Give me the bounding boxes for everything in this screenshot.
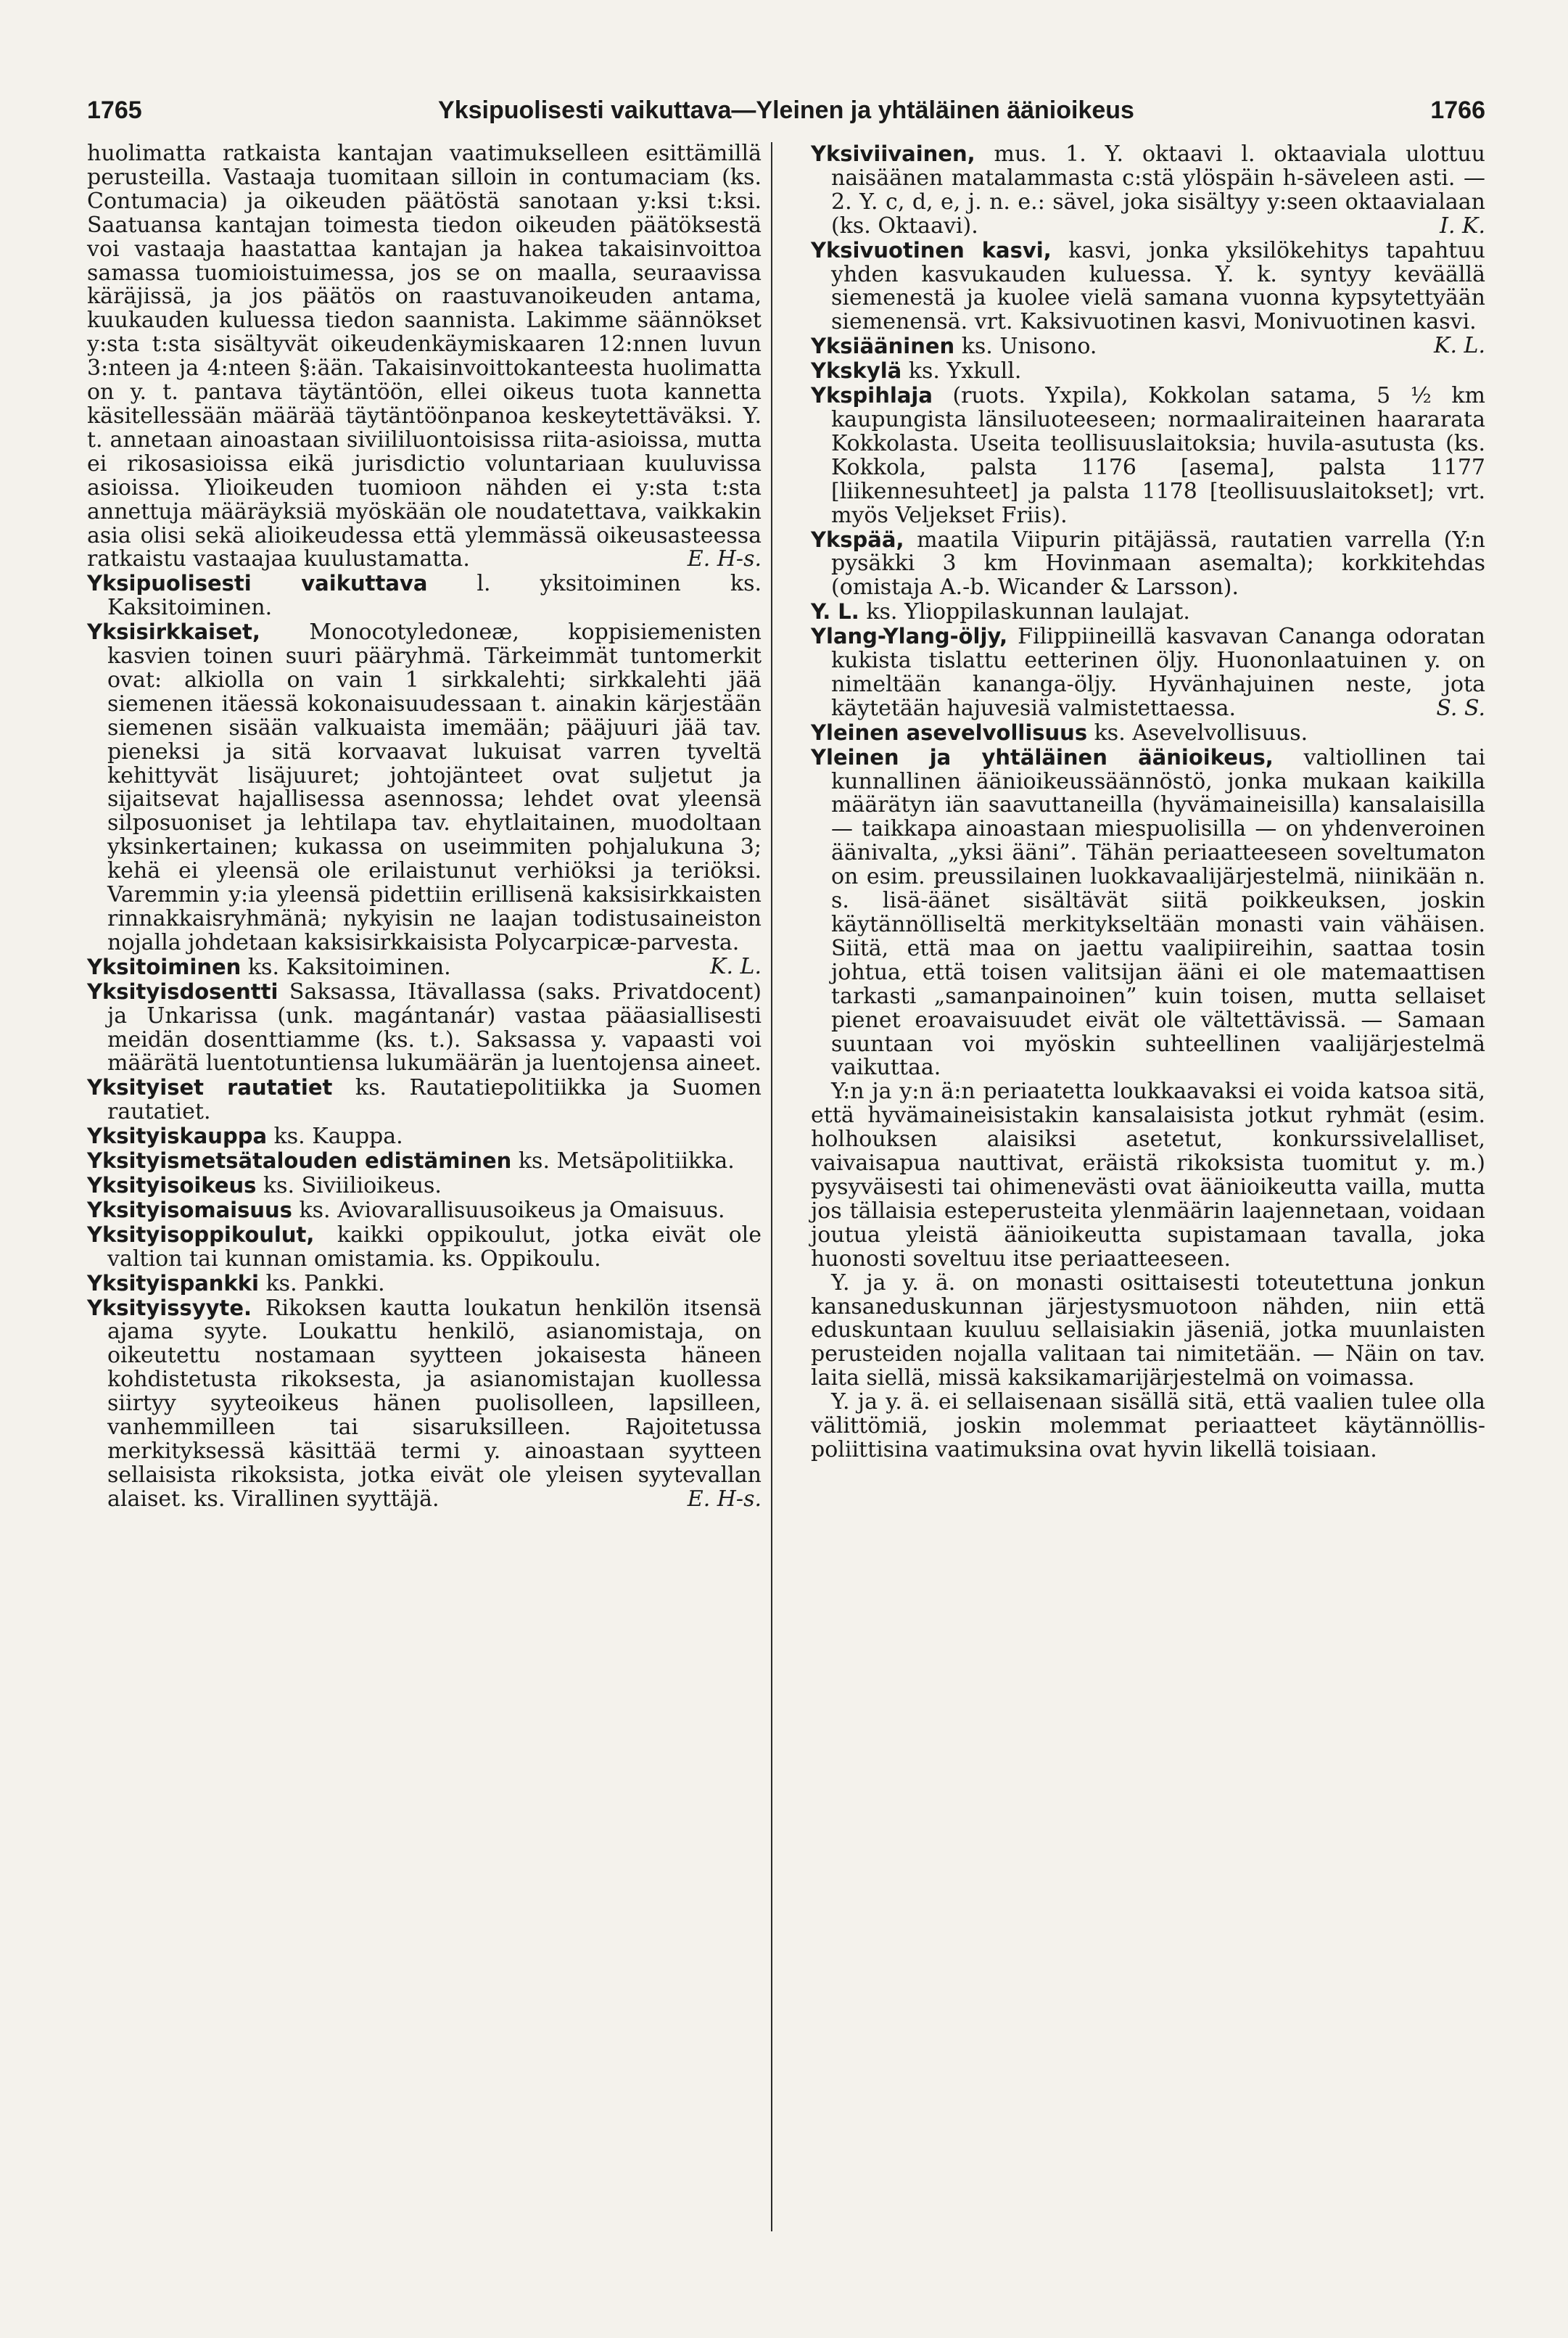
entry-paragraph: Y. ja y. ä. ei sellaisenaan sisällä sitä, että vaalien tulee olla välittömiä, joskin molemmat periaatteet käytännöllis-poliittisina vaatimuksina ovat hyvin likellä toisiaan. xyxy=(811,1389,1485,1462)
entry-headword: Yksityiskauppa xyxy=(87,1124,268,1149)
entry-headword: Yksityispankki xyxy=(87,1270,259,1296)
running-title: Yksipuolisesti vaikuttava—Yleinen ja yhtäläinen äänioikeus xyxy=(438,96,1134,124)
entry-paragraph: Y:n ja y:n ä:n periaatetta loukkaavaksi ei voida katsoa sitä, että hyvämaineisistakin kansalaisista jotkut ryhmät (esim. holhouksen alaisiksi asetetut, konkurssivelalliset, vaivaisapua nauttivat, eräistä rikoksista tuomitut y. m.) pysyväisesti tai ohimenevästi ovat äänioikeutta vailla, mutta jos tällaisia esteperusteita ylenmäärin laajennetaan, voidaan joutua yleistä äänioikeutta supistamaan tavalla, joka huonosti soveltuu itse periaatteeseen. xyxy=(811,1079,1485,1272)
author-signature: I. K. xyxy=(1440,213,1485,239)
entry-text: ks. Ylioppilaskunnan laulajat. xyxy=(859,599,1190,625)
dictionary-entry xyxy=(811,746,1485,1081)
entry-text: kaikki oppikoulut, jotka eivät ole valtion tai kunnan omistamia. ks. Oppikoulu. xyxy=(107,1222,762,1272)
entry-headword: Yksisirkkaiset, xyxy=(87,620,260,645)
dictionary-entry xyxy=(811,334,1485,359)
entry-text: valtiollinen tai kunnallinen äänioikeussäännöstö, jonka mukaan kaikilla määrätyn iän saavuttaneilla (hyvämaineisilla) kansalaisilla — taikkapa ainoastaan miespuolisilla — on yhdenveroinen äänivalta, „yksi ääni”. Tähän periaatteeseen soveltumaton on esim. preussilainen luokkavaalijärjestelmä, niinikään n. s. lisä-äänet sisältävät siitä poikkeuksen, joskin käytännölliseltä merkitykseltään monasti vain vähäisen. Siitä, että maa on jaettu vaalipiireihin, saattaa tosin johtua, että toisen valitsijan ääni ei ole matemaattisen tarkasti „samanpainoinen” kuin toisen, mutta sellaiset pienet eroavaisuudet eivät ole vältettävissä. — Samaan suuntaan voi myöskin suhteellinen vaalijärjestelmä vaikuttaa. xyxy=(831,744,1485,1081)
entry-text: ks. Aviovarallisuusoikeus ja Omaisuus. xyxy=(292,1197,725,1223)
entry-text: l. yksitoiminen ks. Kaksitoiminen. xyxy=(107,571,762,621)
entry-headword: Yksityisoppikoulut, xyxy=(87,1222,315,1247)
entry-headword: Yksitoiminen xyxy=(87,954,242,979)
entry-headword: Ylang-Ylang-öljy, xyxy=(811,624,1008,649)
entry-text: (ruots. Yxpila), Kokkolan satama, 5 ½ km kaupungista länsiluoteeseen; normaaliraiteinen haararata Kokkolasta. Useita teollisuuslaitoksia; huvila-asutusta (ks. Kokkola, palsta 1176 [asema], palsta 1177 [liikennesuhteet] ja palsta 1178 [teollisuuslaitokset]; vrt. myös Veljekset Friis). xyxy=(831,383,1485,528)
dictionary-entry xyxy=(87,980,762,1077)
dictionary-entry xyxy=(811,600,1485,625)
author-signature: K. L. xyxy=(710,953,762,979)
author-signature: E. H-s. xyxy=(687,1486,762,1512)
entry-headword: Yksityisdosentti xyxy=(87,979,278,1004)
page-number-left: 1765 xyxy=(87,96,142,124)
entry-paragraph: Y. ja y. ä. on monasti osittaisesti toteutettuna jonkun kansaneduskunnan järjestysmuotoon nähden, niin että eduskuntaan kuuluu sellaisiakin jäseniä, jotka muunlaisten perusteiden nojalla valitaan tai nimitetään. — Näin on tav. laita siellä, missä kaksikamarijärjestelmä on voimassa. xyxy=(811,1269,1485,1391)
entry-headword: Yksityismetsätalouden edistäminen xyxy=(87,1148,512,1174)
dictionary-entry xyxy=(87,1124,762,1149)
dictionary-entry xyxy=(811,142,1485,239)
dictionary-entry xyxy=(87,1174,762,1198)
entry-text: ks. Rautatiepolitiikka ja Suomen rautatiet. xyxy=(107,1075,762,1125)
entry-headword: Yksipuolisesti vaikuttava xyxy=(87,571,428,596)
dictionary-entry xyxy=(87,1223,762,1272)
entry-text: ks. Metsäpolitiikka. xyxy=(511,1148,735,1174)
entry-text: ks. Unisono. xyxy=(954,334,1097,360)
entry-headword: Yleinen ja yhtäläinen äänioikeus, xyxy=(811,744,1274,770)
entry-headword: Yleinen asevelvollisuus xyxy=(811,720,1088,745)
entry-headword: Yksityissyyte. xyxy=(87,1295,252,1320)
author-signature: E. H-s. xyxy=(687,546,762,572)
entry-headword: Yksityiset rautatiet xyxy=(87,1075,333,1100)
entry-text: Monocotyledoneæ, koppisiemenisten kasvien toinen suuri pääryhmä. Tärkeimmät tuntomerkit ovat: alkiolla on vain 1 sirkkalehti; sirkkalehti jää siemenen itäessä kokonaisuudessaan t. ainakin kärjestään siemenen sisään valkuaista imemään; pääjuuri jää tav. pieneksi ja sitä korvaavat lukuisat varren tyveltä kehittyvät lisäjuuret; johtojänteet ovat suljetut ja sijaitsevat hajallisessa asennossa; lehdet ovat yleensä silposuoniset ja lehtilapa tav. ehytlaitainen, muodoltaan yksinkertainen; kukassa on useimmiten pohjalukuna 3; kehä ei yleensä ole erilaistunut verhiöksi ja teriöksi. Varemmin y:ia yleensä pidettiin erillisenä kaksisirkkaisten rinnakkaisryhmänä; nykyisin ne laajan todistusaineiston nojalla johdetaan kaksisirkkaisista Polycarpicæ-parvesta. xyxy=(107,620,762,955)
page-header xyxy=(87,93,1485,128)
entry-headword: Yksiviivainen, xyxy=(811,141,975,166)
entry-headword: Y. L. xyxy=(811,599,859,625)
entry-text: ks. Yxkull. xyxy=(901,358,1022,384)
entry-text: mus. 1. Y. oktaavi l. oktaaviala ulottuu naisäänen matalammasta c:stä ylöspäin h-säveleen asti. — 2. Y. c, d, e, j. n. e.: sävel, joka sisältyy y:seen oktaavialaan (ks. Oktaavi). xyxy=(831,141,1485,239)
dictionary-entry xyxy=(87,1272,762,1296)
continued-entry xyxy=(87,142,762,572)
entry-text: ks. Kauppa. xyxy=(267,1124,403,1150)
entry-headword: Yksityisomaisuus xyxy=(87,1197,292,1222)
dictionary-entry xyxy=(811,384,1485,527)
dictionary-entry xyxy=(811,721,1485,746)
entry-text: maatila Viipurin pitäjässä, rautatien varrella (Y:n pysäkki 3 km Hovinmaan asemalta); korkkitehdas (omistaja A.-b. Wicander & Larsson). xyxy=(831,527,1485,601)
left-column xyxy=(87,142,762,1512)
column-divider xyxy=(771,142,772,2231)
right-column xyxy=(811,142,1485,1462)
entry-text: huolimatta ratkaista kantajan vaatimukselleen esittämillä perusteilla. Vastaaja tuomitaan silloin in contumaciam (ks. Contumacia) ja oikeuden päätöstä sanotaan y:ksi t:ksi. Saatuansa kantajan toimesta tiedon oikeuden päätöksestä voi vastaaja haastattaa kantajan ja hakea takaisinvoittoa samassa tuomioistuimessa, jos se on maalla, seuraavissa käräjissä, ja jos päätös on raastuvanoikeuden antama, kuukauden kuluessa tiedon saannista. Lakimme säännökset y:sta t:sta sisältyvät oikeudenkäymiskaaren 12:nnen luvun 3:nteen ja 4:nteen §:ään. Takaisinvoittokanteesta huolimatta on y. t. pantava täytäntöön, ellei oikeus tuota kannetta käsitellessään määrää täytäntöönpanoa keskeytettäväksi. Y. t. annetaan ainoastaan siviililuontoisissa riita-asioissa, mutta ei rikosasioissa eikä jurisdictio voluntariaan kuuluvissa asioissa. Ylioikeuden tuomioon nähden ei y:sta t:sta annettuja määräyksiä myöskään ole noudatettava, vaikkakin asia olisi sekä alioikeudessa että ylemmässä oikeusasteessa ratkaistu vastaajaa kuulustamatta. xyxy=(87,141,762,572)
author-signature: K. L. xyxy=(1434,333,1485,359)
dictionary-entry xyxy=(87,572,762,620)
dictionary-entry xyxy=(87,1076,762,1124)
entry-text: ks. Pankki. xyxy=(258,1270,385,1296)
author-signature: S. S. xyxy=(1436,695,1485,721)
dictionary-entry xyxy=(811,359,1485,384)
dictionary-entry xyxy=(87,1149,762,1174)
entry-text: ks. Siviilioikeus. xyxy=(256,1172,442,1198)
dictionary-entry xyxy=(811,528,1485,601)
entry-headword: Yksityisoikeus xyxy=(87,1172,257,1198)
dictionary-entry xyxy=(87,1198,762,1223)
entry-text: ks. Kaksitoiminen. xyxy=(241,954,451,980)
entry-text: Filippiineillä kasvavan Cananga odoratan kukista tislattu eetterinen öljy. Huononlaatuinen y. on nimeltään kananga-öljy. Hyvänhajuinen neste, jota käytetään hajuvesiä valmistettaessa. xyxy=(831,624,1485,721)
entry-text: kasvi, jonka yksilökehitys tapahtuu yhden kasvukauden kuluessa. Y. k. syntyy keväällä siemenestä ja kuolee vielä samana vuonna kypsytettyään siemenensä. vrt. Kaksivuotinen kasvi, Monivuotinen kasvi. xyxy=(831,237,1485,335)
entry-headword: Yksivuotinen kasvi, xyxy=(811,237,1052,263)
dictionary-entry xyxy=(87,1296,762,1512)
entry-text: ks. Asevelvollisuus. xyxy=(1087,720,1308,746)
dictionary-entry xyxy=(811,625,1485,721)
entry-text: Rikoksen kautta loukatun henkilön itsensä ajama syyte. Loukattu henkilö, asianomistaja, on oikeutettu nostamaan syytteen jokaisesta häneen kohdistetusta rikoksesta, ja asianomistajan kuollessa siirtyy syyteoikeus hänen puolisolleen, lapsilleen, vanhemmilleen tai sisaruksilleen. Rajoitetussa merkityksessä käsittää termi y. ainoastaan syytteen sellaisista rikoksista, jotka eivät ole yleisen syytevallan alaiset. ks. Virallinen syyttäjä. xyxy=(107,1295,762,1512)
entry-text: Saksassa, Itävallassa (saks. Privatdocent) ja Unkarissa (unk. magántanár) vastaa pääasiallisesti meidän dosenttiamme (ks. t.). Saksassa y. vapaasti voi määrätä luentotuntiensa lukumäärän ja luentojensa aineet. xyxy=(107,979,762,1077)
entry-headword: Ykspää, xyxy=(811,527,904,552)
dictionary-entry xyxy=(87,955,762,980)
entry-headword: Yksiääninen xyxy=(811,334,955,359)
page-number-right: 1766 xyxy=(1430,96,1485,124)
entry-headword: Ykskylä xyxy=(811,358,902,384)
entry-headword: Ykspihlaja xyxy=(811,383,933,408)
